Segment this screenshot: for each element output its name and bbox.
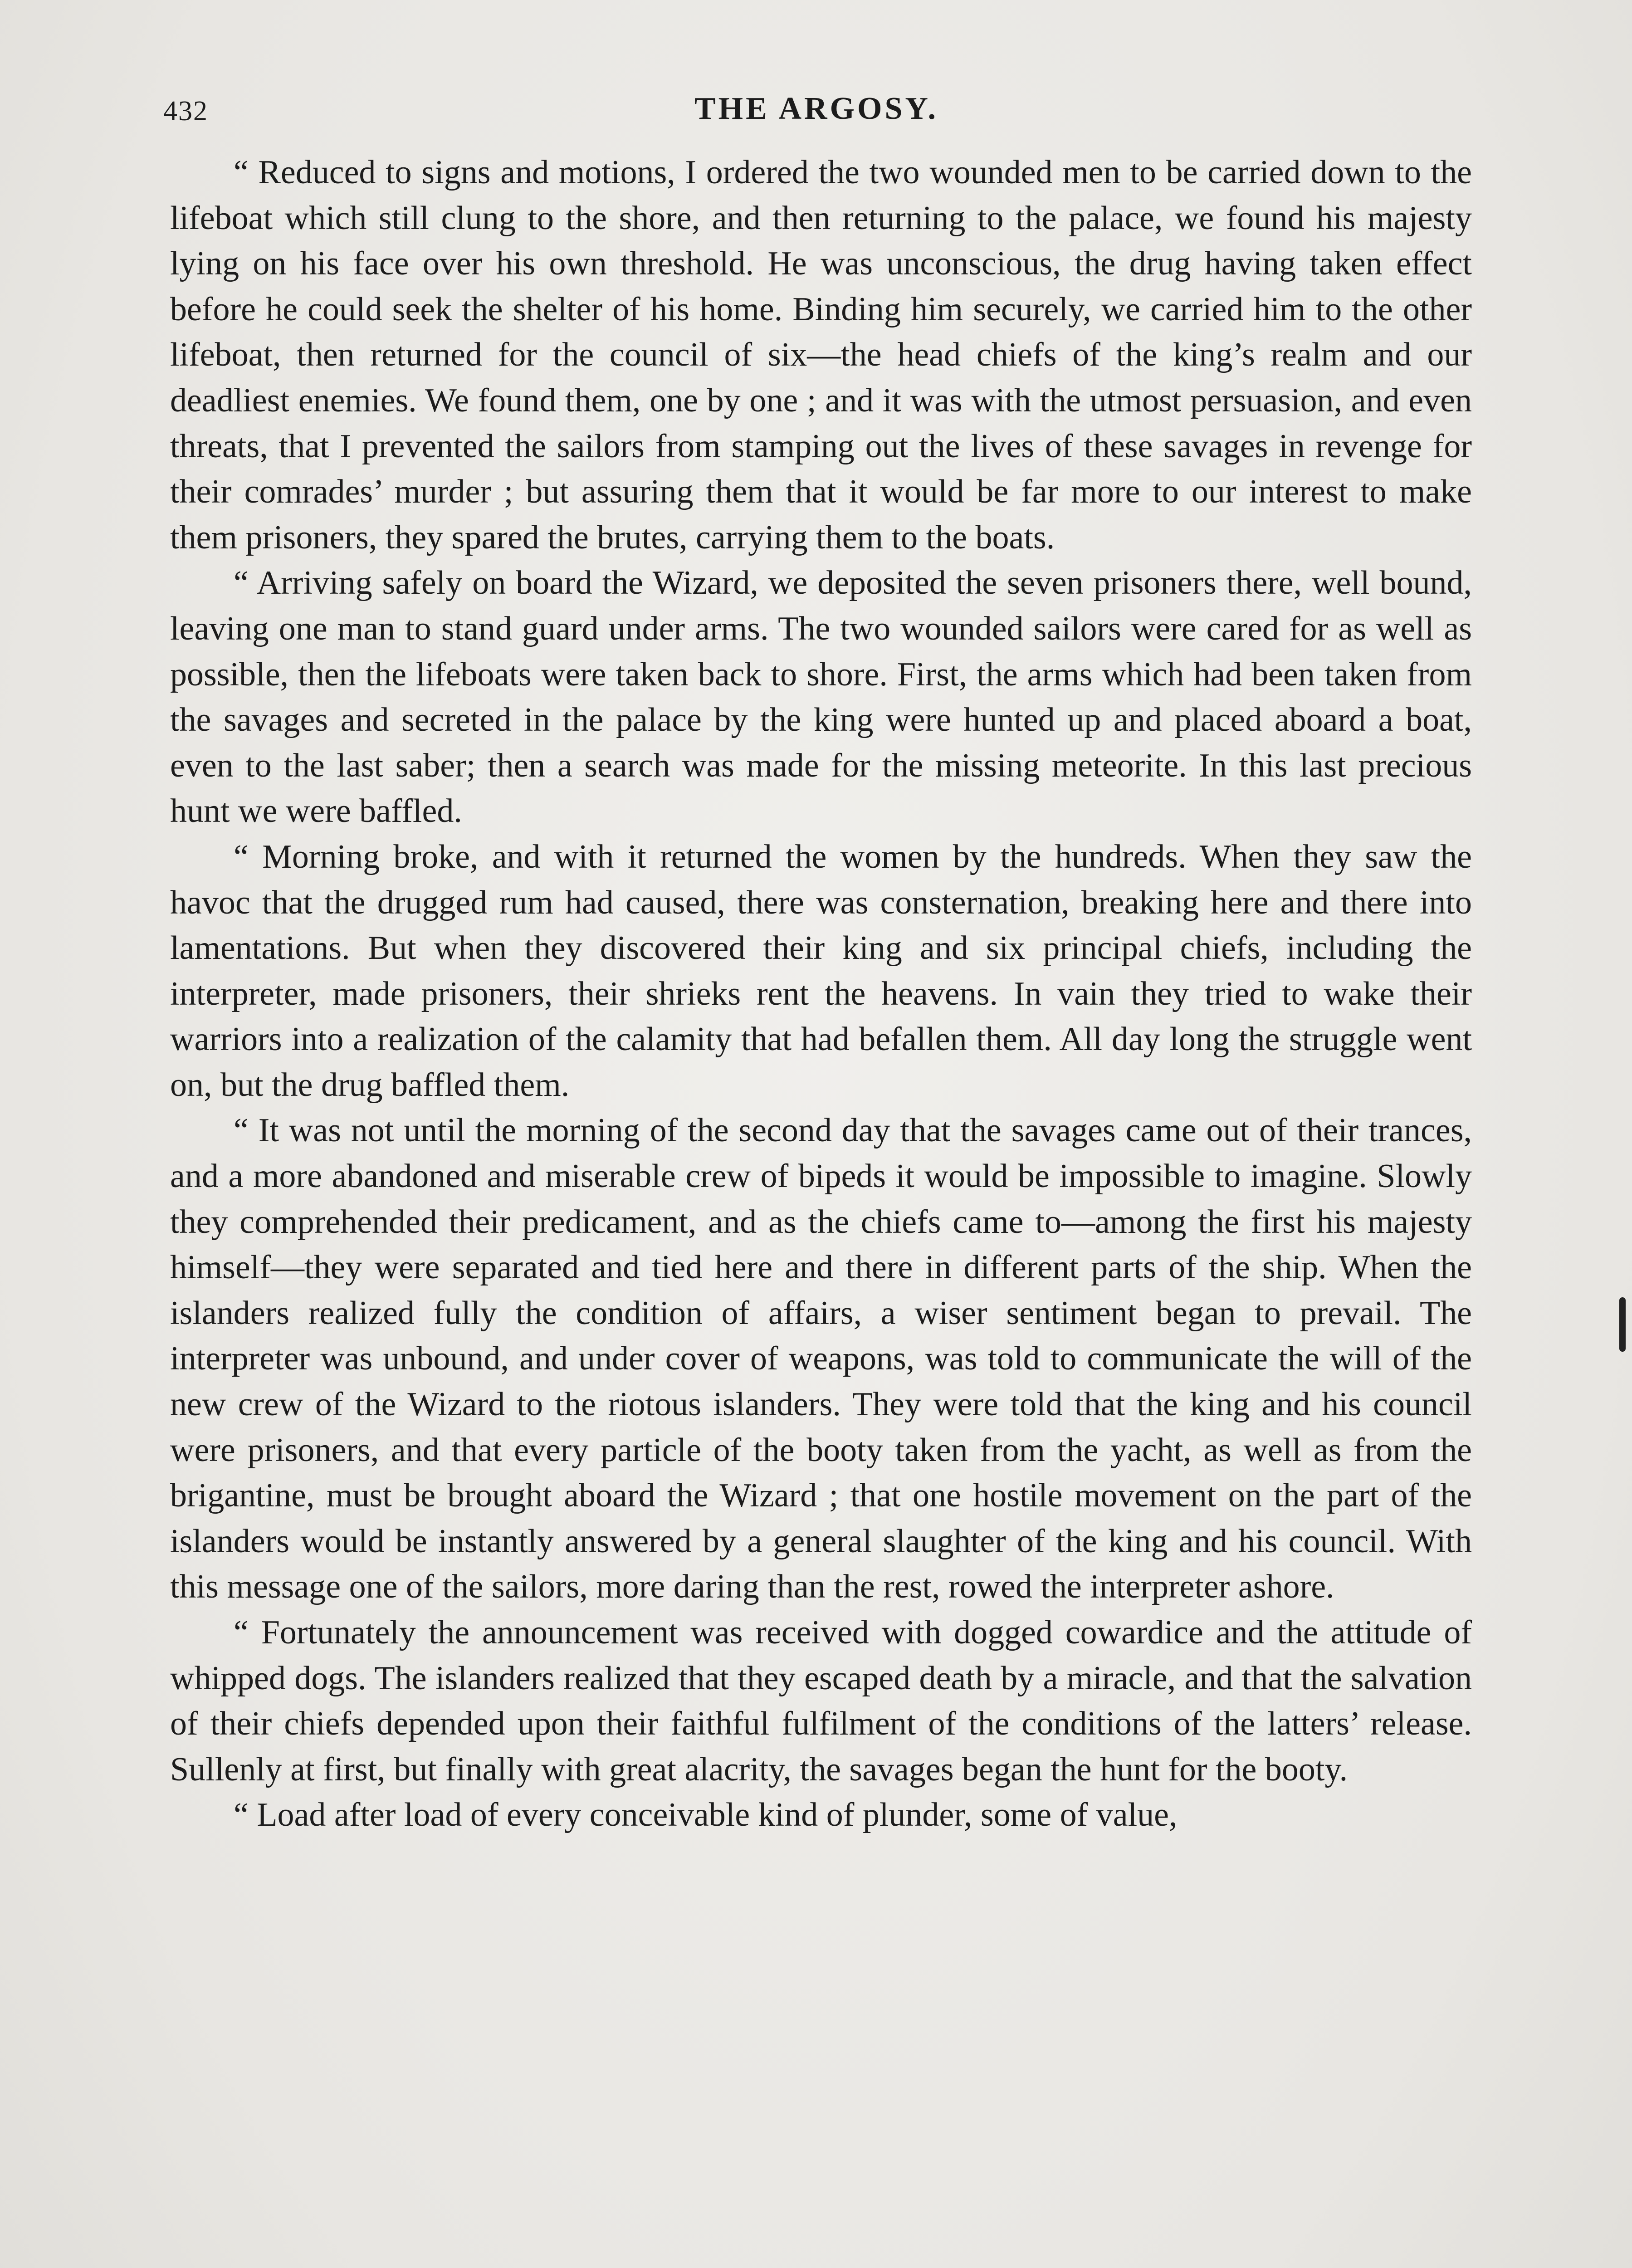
paragraph: “ Reduced to signs and motions, I ordered the two wounded men to be carried down to the lifeboat which still clung to the shore, and then returning to the palace, we found his majesty lying on his face over his own threshold. He was unconscious, the drug having taken effect before he could seek the shelter of his home. Binding him securely, we carried him to the other lifeboat, then returned for the council of six—the head chiefs of the king’s realm and our deadliest enemies. We found them, one by one ; and it was with the utmost persuasion, and even threats, that I prevented the sailors from stamping out the lives of these savages in revenge for their comrades’ murder ; but assuring them that it would be far more to our interest to make them prisoners, they spared the brutes, carrying them to the boats. bbox=[170, 154, 1472, 556]
paragraph: “ It was not until the morning of the second day that the savages came out of their trances, and a more abandoned and miserable crew of bipeds it would be impossible to imagine. Slowly they comprehended their predicament, and as the chiefs came to—among the first his majesty himself—they were separated and tied here and there in different parts of the ship. When the islanders realized fully the condition of affairs, a wiser sentiment began to prevail. The interpreter was unbound, and under cover of weapons, was told to communicate the will of the new crew of the Wizard to the riotous islanders. They were told that the king and his council were prisoners, and that every particle of the booty taken from the yacht, as well as from the brigantine, must be brought aboard the Wizard ; that one hostile movement on the part of the islanders would be instantly answered by a general slaughter of the king and his council. With this message one of the sailors, more daring than the rest, rowed the interpreter ashore. bbox=[170, 1112, 1472, 1606]
paragraph: “ Morning broke, and with it returned the women by the hundreds. When they saw the havoc that the drugged rum had caused, there was consternation, breaking here and there into lamentations. But when they discovered their king and six principal chiefs, including the interpreter, made prisoners, their shrieks rent the heavens. In vain they tried to wake their warriors into a realization of the calamity that had befallen them. All day long the struggle went on, but the drug baffled them. bbox=[170, 838, 1472, 1104]
paragraph: “ Arriving safely on board the Wizard, we deposited the seven prisoners there, well bound, leaving one man to stand guard under arms. The two wounded sailors were cared for as well as possible, then the lifeboats were taken back to shore. First, the arms which had been taken from the savages and secreted in the palace by the king were hunted up and placed aboard a boat, even to the last saber; then a search was made for the missing meteorite. In this last precious hunt we were baffled. bbox=[170, 564, 1472, 830]
page-header bbox=[163, 86, 1470, 136]
article-body bbox=[170, 150, 1472, 1838]
page-number: 432 bbox=[163, 96, 208, 127]
paragraph: “ Load after load of every conceivable kind of plunder, some of value, bbox=[234, 1796, 1178, 1834]
scan-edge-mark bbox=[1619, 1297, 1626, 1352]
paragraph: “ Fortunately the announcement was received with dogged cowardice and the attitude of whipped dogs. The islanders realized that they escaped death by a miracle, and that the salvation of their chiefs depended upon their faithful fulfilment of the conditions of the latters’ release. Sullenly at first, but finally with great alacrity, the savages began the hunt for the booty. bbox=[170, 1614, 1472, 1788]
running-title: THE ARGOSY. bbox=[694, 91, 939, 126]
